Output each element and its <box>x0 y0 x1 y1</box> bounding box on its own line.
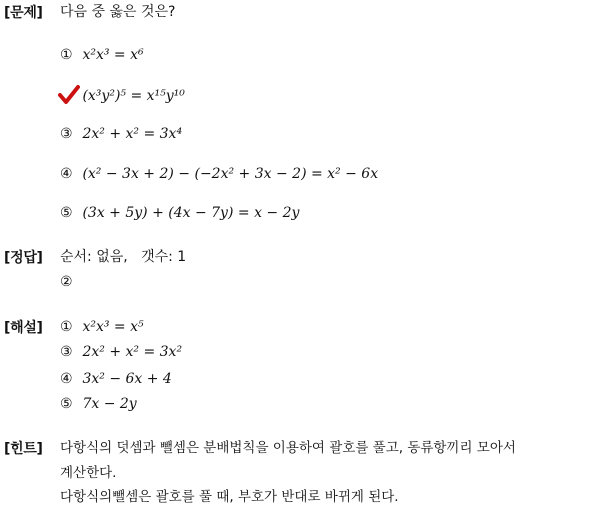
hint-line-1: 다항식의 덧셈과 뺄셈은 분배법칙을 이용하여 괄호를 풀고, 동류항끼리 모아서 <box>60 440 516 456</box>
problem-question: 다음 중 옳은 것은? <box>60 4 176 20</box>
explanation-number: ③ <box>60 344 73 360</box>
option-expression: (x² − 3x + 2) − (−2x² + 3x − 2) = x² − 6x <box>82 166 379 182</box>
explanation-line-3 <box>60 342 182 362</box>
explanation-number: ④ <box>60 371 73 387</box>
explanation-expression: x²x³ = x⁵ <box>82 319 144 335</box>
explanation-line-1 <box>60 317 144 337</box>
explanation-label: [해설] <box>4 320 43 336</box>
answer-value: ② <box>60 274 73 290</box>
option-number: ③ <box>60 126 73 142</box>
option-expression: x²x³ = x⁶ <box>82 47 144 63</box>
explanation-expression: 3x² − 6x + 4 <box>82 371 172 387</box>
option-4[interactable] <box>60 164 378 184</box>
option-2[interactable] <box>60 86 185 106</box>
explanation-line-4 <box>60 369 172 389</box>
answer-label: [정답] <box>4 250 43 266</box>
problem-label: [문제] <box>4 5 43 21</box>
option-3[interactable] <box>60 124 182 144</box>
option-expression: (3x + 5y) + (4x − 7y) = x − 2y <box>82 205 300 221</box>
explanation-number: ⑤ <box>60 396 73 412</box>
option-1[interactable] <box>60 45 144 65</box>
option-5[interactable] <box>60 203 299 223</box>
option-expression: 2x² + x² = 3x⁴ <box>82 126 183 142</box>
explanation-number: ① <box>60 319 73 335</box>
option-number: ⑤ <box>60 205 73 221</box>
option-number: ① <box>60 47 73 63</box>
hint-label: [힌트] <box>4 441 43 457</box>
option-number: ④ <box>60 166 73 182</box>
explanation-expression: 2x² + x² = 3x² <box>82 344 183 360</box>
option-expression: (x³y²)⁵ = x¹⁵y¹⁰ <box>82 88 185 104</box>
explanation-expression: 7x − 2y <box>82 396 137 412</box>
explanation-line-5 <box>60 394 137 414</box>
hint-line-3: 다항식의뺄셈은 괄호를 풀 때, 부호가 반대로 바뀌게 된다. <box>60 489 399 505</box>
answer-info: 순서: 없음, 갯수: 1 <box>60 249 187 265</box>
hint-line-2: 계산한다. <box>60 465 117 481</box>
